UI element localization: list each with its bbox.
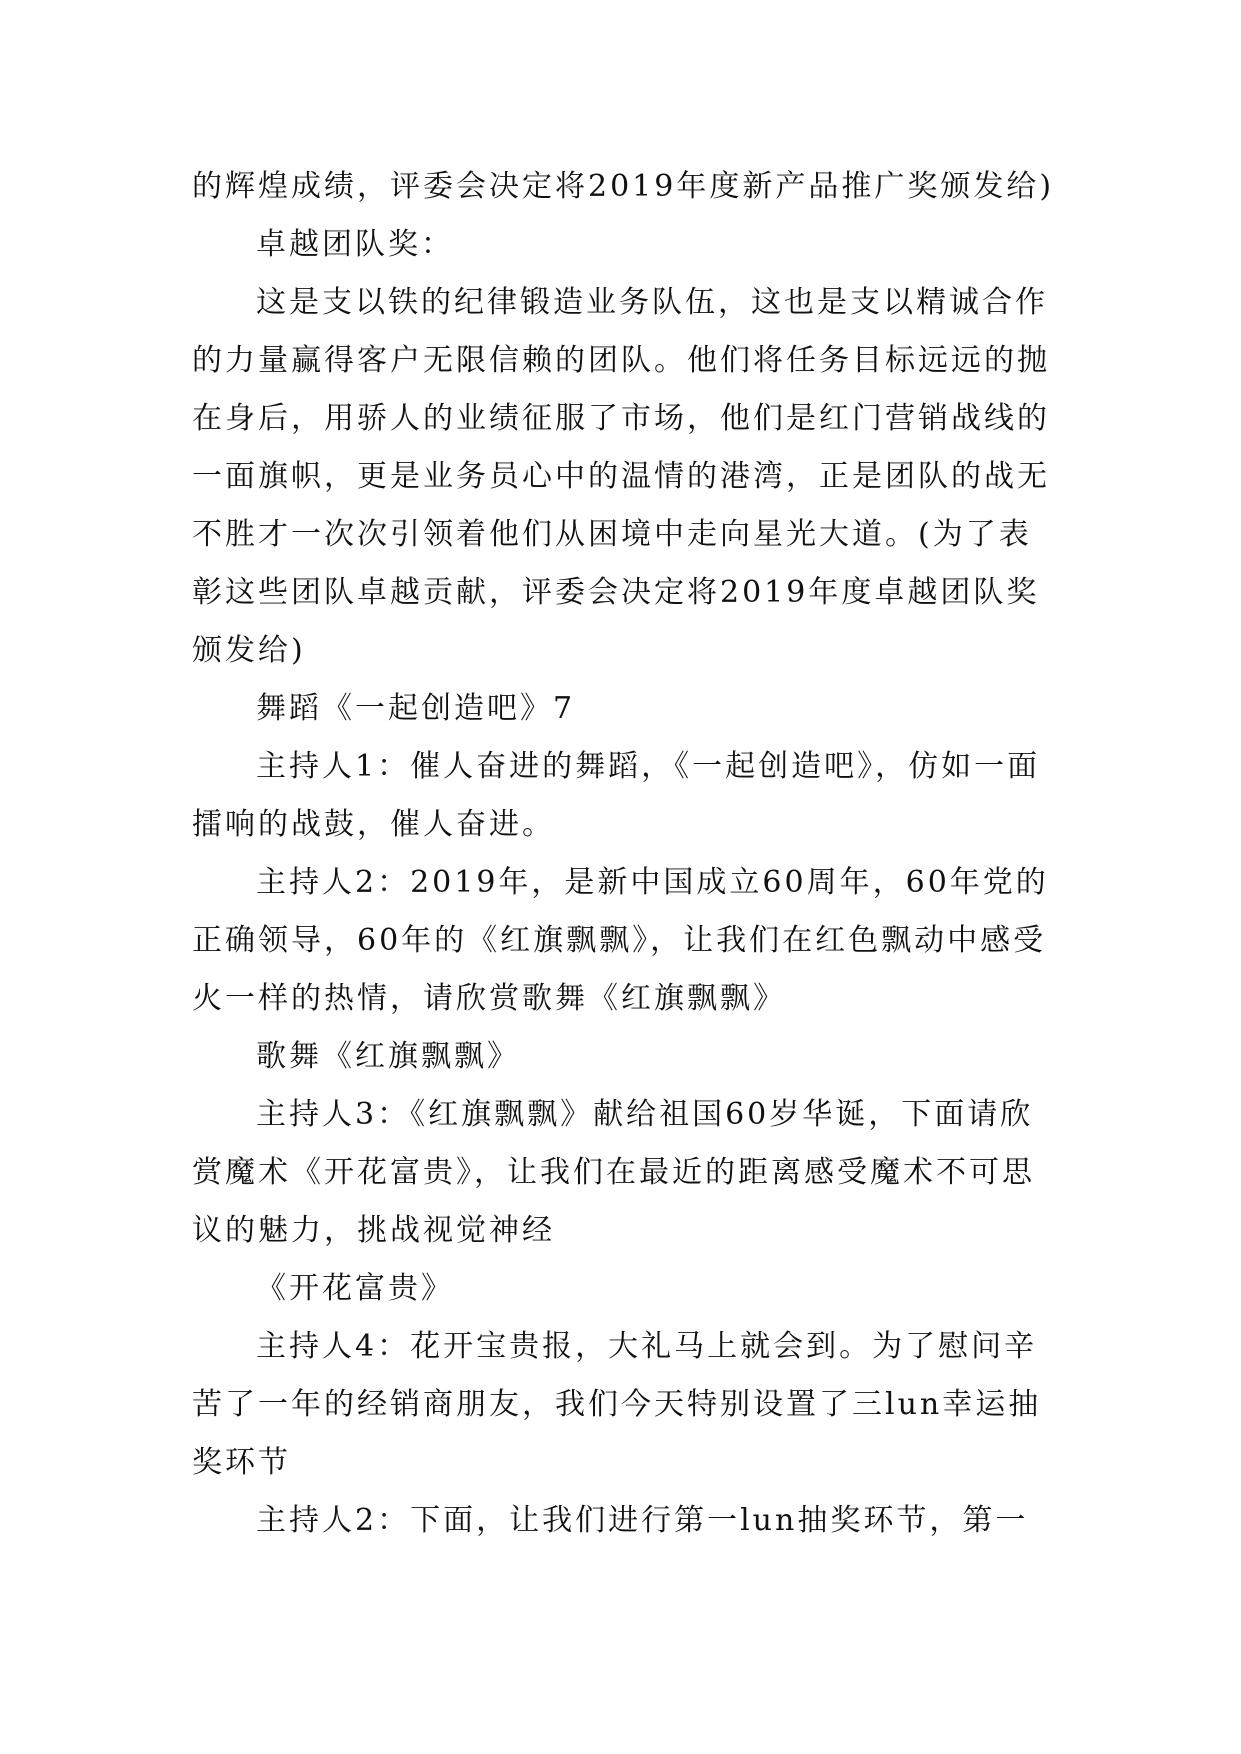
paragraph-line: 奖环节 [192, 1445, 291, 1480]
paragraph-line: 正确领导，60年的《红旗飘飘》，让我们在红色飘动中感受 [192, 923, 1047, 958]
paragraph-line: 在身后，用骄人的业绩征服了市场，他们是红门营销战线的 [192, 401, 1050, 436]
paragraph-line: 一面旗帜，更是业务员心中的温情的港湾，正是团队的战无 [192, 459, 1050, 494]
paragraph-line: 这是支以铁的纪律锻造业务队伍，这也是支以精诚合作 [256, 285, 1048, 320]
paragraph-line: 苦了一年的经销商朋友，我们今天特别设置了三lun幸运抽 [192, 1387, 1042, 1422]
text-line: 的辉煌成绩，评委会决定将2019年度新产品推广奖颁发给) [192, 169, 1055, 204]
section-heading-excellent-team-award: 卓越团队奖： [256, 227, 454, 262]
paragraph-line: 不胜才一次次引领着他们从困境中走向星光大道。(为了表 [192, 517, 1032, 552]
document-body [192, 158, 1056, 1550]
paragraph-line: 擂响的战鼓，催人奋进。 [192, 807, 555, 842]
host-line: 主持人3：《红旗飘飘》献给祖国60岁华诞，下面请欣 [256, 1097, 1034, 1132]
paragraph-line: 赏魔术《开花富贵》，让我们在最近的距离感受魔术不可思 [192, 1155, 1035, 1190]
program-item-song-dance: 歌舞《红旗飘飘》 [256, 1039, 520, 1074]
host-line: 主持人1：催人奋进的舞蹈，《一起创造吧》，仿如一面 [256, 749, 1041, 784]
host-line: 主持人2：2019年，是新中国成立60周年，60年党的 [256, 865, 1049, 900]
paragraph-line: 火一样的热情，请欣赏歌舞《红旗飘飘》 [192, 981, 786, 1016]
paragraph-line: 的力量赢得客户无限信赖的团队。他们将任务目标远远的抛 [192, 343, 1050, 378]
host-line: 主持人2：下面，让我们进行第一lun抽奖环节，第一 [256, 1503, 1029, 1538]
paragraph-line: 颁发给) [192, 633, 306, 668]
host-line: 主持人4：花开宝贵报，大礼马上就会到。为了慰问辛 [256, 1329, 1038, 1364]
paragraph-line: 议的魅力，挑战视觉神经 [192, 1213, 555, 1248]
paragraph-line: 彰这些团队卓越贡献，评委会决定将2019年度卓越团队奖 [192, 575, 1040, 610]
program-item-magic: 《开花富贵》 [256, 1271, 454, 1306]
program-item-dance: 舞蹈《一起创造吧》7 [256, 691, 576, 726]
